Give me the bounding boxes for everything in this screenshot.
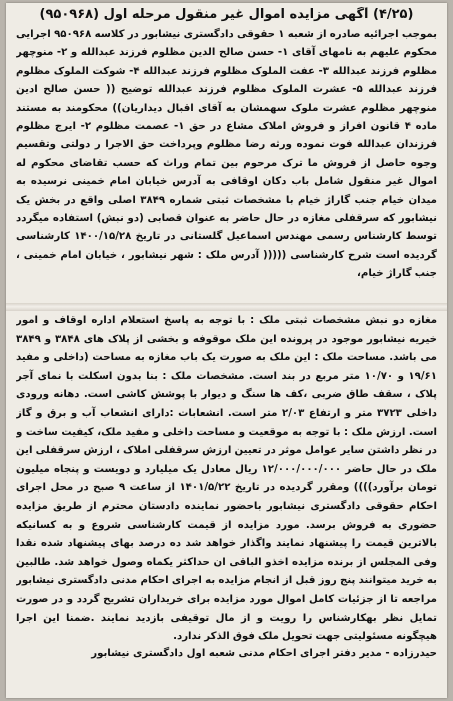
- notice-signature: حیدرزاده - مدیر دفتر اجرای احکام مدنی شعبه اول دادگستری نیشابور: [91, 647, 437, 659]
- notice-paragraph-1: بموجب اجرائیه صادره از شعبه ۱ حقوقی دادگستری نیشابور در کلاسه ۹۵۰۹۶۸ اجرایی محکوم علیهم به نامهای آقای ۱- حسن صالح الدین مظلوم فرزند عبدالله و ۲- منوچهر مظلوم فرزند عبدالله ۳- عفت الملوک مظلوم فرزند عبدالله ۴- شوکت الملوک مظلوم فرزند عبدالله ۵- عشرت الملوک مظلوم فرزند عبدالله توضیح (( حسن صالح ادین منوچهر مظلوم عشرت ملوک سهمشان به آقای اقبال دیداریان)) محکومند به مستند ماده ۴ قانون افراز و فروش املاک مشاع در حق ۱- عصمت مظلوم ۲- ایرج مظلوم فرزندان عبدالله فوت نموده ورثه رضا مظلوم وپرداخت حق الاجرا ر دولتی وتقسیم وجوه حاصل از فروش ما ترک مرحوم بین تمام وراث که حسب تقاضای محکوم له اموال غیر منقول شامل باب دکان اوقافی به آدرس خیابان امام خمینی نرسیده به میدان خیام جنب گاراژ خیام با مشخصات ثبتی شماره ۳۸۴۹ اصلی واقع در بخش یک نیشابور که سرقفلی مغازه در حال حاضر به عنوان قصابی (دو نبش) استفاده میگردد توسط کارشناس رسمی مهندس اسماعیل گلستانی در تاریخ ۱۴۰۰/۱۵/۲۸ کارشناسی گردیده است شرح کارشناسی ((((( آدرس ملک : شهر نیشابور ، خیابان امام خمینی ، جنب گاراژ خیام،: [16, 29, 437, 280]
- newspaper-clipping: [6, 3, 447, 698]
- notice-paragraph-2: مغازه دو نبش مشخصات ثبتی ملک : با توجه به پاسخ استعلام اداره اوقاف و امور خیریه نیشابور موجود در پرونده این ملک موقوفه و بخشی از پلاک های ۳۸۴۸ و ۳۸۴۹ می باشد. مساحت ملک : این ملک به صورت یک باب مغازه به مساحت (داخلی و مفید ۱۹/۶۱ و ۱۰/۷۰ متر مربع در بند است. مشخصات ملک : بنا بدون اسکلت با نمای آجر پلاک ، سقف طاق ضربی ،کف ها سنگ و دیوار با پوشش کاشی است. دهانه ورودی داخلی ۳۷۲۳ متر و ارتفاع ۲/۰۳ متر است. انشعابات :دارای انشعاب آب و برق و گاز است. ارزش ملک : با توجه به موقعیت و مساحت داخلی و مفید ملک، کیفیت ساخت و در نظر داشتن سایر عوامل موثر در تعیین ارزش سرقفلی املاک ، ارزش سرقفلی این ملک در حال حاضر ۱۲/۰۰۰/۰۰۰/۰۰۰ ریال معادل یک میلیارد و دویست و پنجاه میلیون تومان برآورد)))) ومقرر گردیده در تاریخ ۱۴۰۱/۵/۲۲ از ساعت ۹ صبح در محل اجرای احکام حقوقی دادگستری نیشابور باحضور نماینده دادستان محترم از طریق مزایده حضوری به فروش برسد. مورد مزایده از قیمت کارشناسی شروع و به کسانیکه بالاترین قیمت را پیشنهاد نمایند واگذار خواهد شد ده درصد بهای پیشنهاد شده نقدا وفی المجلس از برنده مزایده اخذو الباقی ان حداکثر یکماه وصول خواهد شد. طالبین به خرید میتوانند پنج روز قبل از انجام مزایده به اجرای احکام مدنی دادگستری نیشابور مراجعه تا از جزئیات کامل اموال مورد مزایده برای خریداران تشریح گردد و در صورت تمایل نظر بهکارشناس را رویت و از مال توقیفی بازدید نمایند .ضمنا این اجرا هیچگونه مسئولیتی جهت تحویل ملک فوق الذکر ندارد.: [16, 315, 437, 643]
- notice-upper-section: [16, 7, 437, 301]
- notice-title: (۴/۲۵) آگهی مزایده اموال غیر منقول مرحله اول (۹۵۰۹۶۸): [39, 7, 414, 22]
- clipping-fold-divider: [6, 303, 447, 311]
- notice-lower-section: [16, 312, 437, 696]
